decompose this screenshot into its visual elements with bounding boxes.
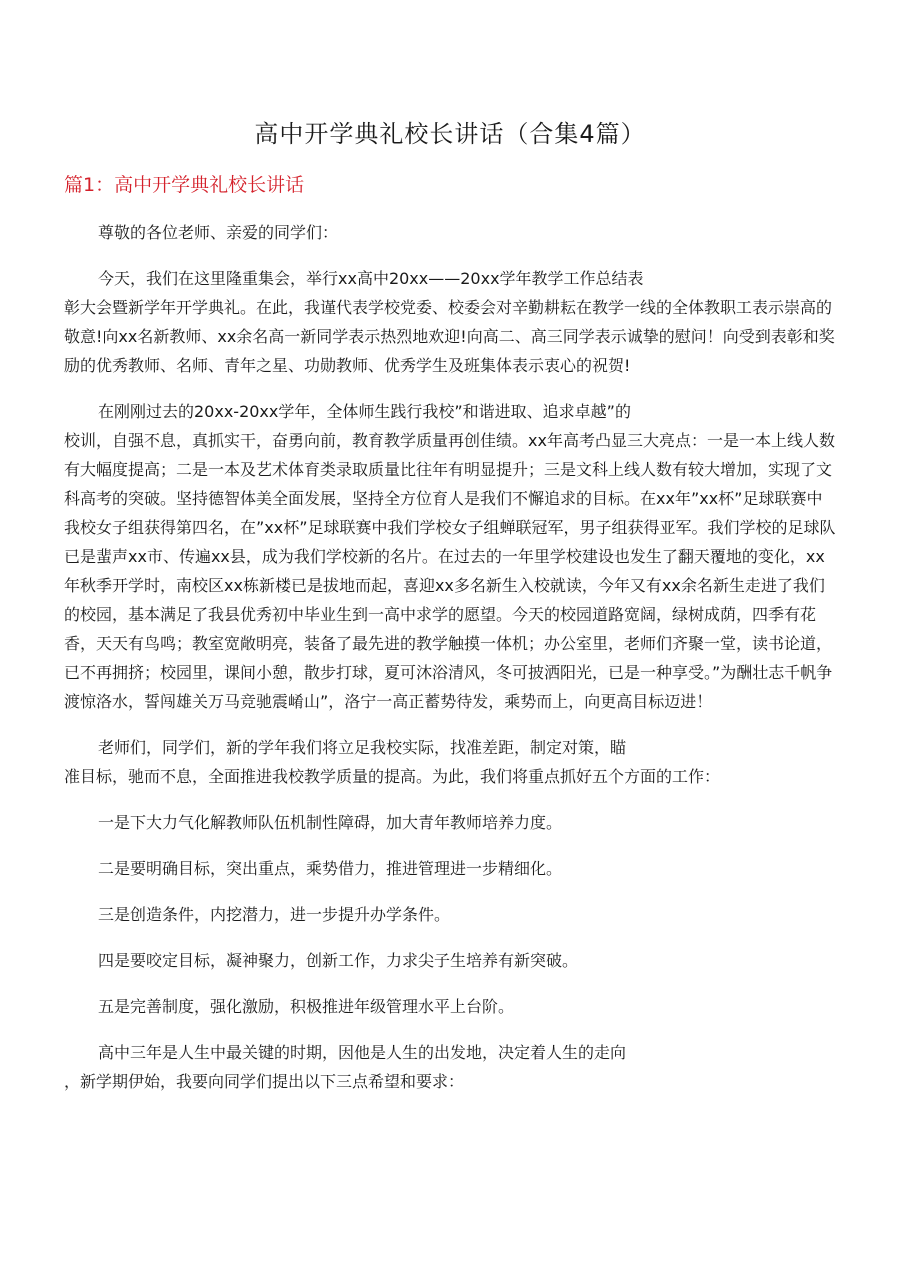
paragraph-task-2 xyxy=(64,854,836,883)
paragraph-first-line: 老师们，同学们，新的学年我们将立足我校实际，找准差距，制定对策，瞄 xyxy=(98,738,627,757)
paragraph-task-3 xyxy=(64,900,836,929)
section-heading: 篇1：高中开学典礼校长讲话 xyxy=(64,174,305,196)
document-title: 高中开学典礼校长讲话（合集4篇） xyxy=(254,120,646,148)
paragraph-first-line: 高中三年是人生中最关键的时期，因他是人生的出发地，决定着人生的走向 xyxy=(98,1043,627,1062)
paragraph-first-line: 三是创造条件，内挖潜力，进一步提升办学条件。 xyxy=(98,905,451,924)
paragraph-body: 彰大会暨新学年开学典礼。在此，我谨代表学校党委、校委会对辛勤耕耘在教学一线的全体教职工表示崇高的敬意!向xx名新教师、xx余名高一新同学表示热烈地欢迎!向高二、高三同学表示诚挚的慰问！向受到表彰和奖励的优秀教师、名师、青年之星、功勋教师、优秀学生及班集体表示衷心的祝贺! xyxy=(64,298,835,375)
paragraph-first-line: 尊敬的各位老师、亲爱的同学们： xyxy=(98,223,339,242)
paragraph-body: 校训，自强不息，真抓实干，奋勇向前，教育教学质量再创佳绩。xx年高考凸显三大亮点：一是一本上线人数有大幅度提高；二是一本及艺术体育类录取质量比往年有明显提升；三是文科上线人数有较大增加，实现了文科高考的突破。坚持德智体美全面发展，坚持全方位育人是我们不懈追求的目标。在xx年”xx杯”足球联赛中我校女子组获得第四名，在”xx杯”足球联赛中我们学校女子组蝉联冠军，男子组获得亚军。我们学校的足球队已是蜚声xx市、传遍xx县，成为我们学校新的名片。在过去的一年里学校建设也发生了翻天覆地的变化，xx年秋季开学时，南校区xx栋新楼已是拔地而起，喜迎xx多名新生入校就读，今年又有xx余名新生走进了我们的校园，基本满足了我县优秀初中毕业生到一高中求学的愿望。今天的校园道路宽阔，绿树成荫，四季有花香，天天有鸟鸣；教室宽敞明亮，装备了最先进的教学触摸一体机；办公室里，老师们齐聚一堂，读书论道，已不再拥挤；校园里，课间小憩，散步打球，夏可沐浴清风，冬可披洒阳光，已是一种享受。”为酬壮志千帆争渡惊洛水，誓闯雄关万马竞驰震崤山”，洛宁一高正蓄势待发，乘势而上，向更高目标迈进！ xyxy=(64,431,836,711)
paragraph-first-line: 一是下大力气化解教师队伍机制性障碍，加大青年教师培养力度。 xyxy=(98,813,563,832)
paragraph-greeting xyxy=(64,218,836,247)
paragraph-first-line: 今天，我们在这里隆重集会，举行xx高中20xx——20xx学年教学工作总结表 xyxy=(98,269,644,288)
paragraph-task-4 xyxy=(64,946,836,975)
paragraph-achievements xyxy=(64,397,836,716)
paragraph-task-5 xyxy=(64,992,836,1021)
paragraph-expectations xyxy=(64,1038,836,1096)
paragraph-first-line: 四是要咬定目标，凝神聚力，创新工作，力求尖子生培养有新突破。 xyxy=(98,951,579,970)
paragraph-first-line: 五是完善制度，强化激励，积极推进年级管理水平上台阶。 xyxy=(98,997,515,1016)
paragraph-task-1 xyxy=(64,808,836,837)
paragraph-body: ，新学期伊始，我要向同学们提出以下三点希望和要求： xyxy=(64,1072,465,1091)
paragraph-first-line: 在刚刚过去的20xx-20xx学年，全体师生践行我校”和谐进取、追求卓越”的 xyxy=(98,402,631,421)
paragraph-body: 准目标，驰而不息，全面推进我校教学质量的提高。为此，我们将重点抓好五个方面的工作： xyxy=(64,767,721,786)
paragraph-first-line: 二是要明确目标，突出重点，乘势借力，推进管理进一步精细化。 xyxy=(98,859,563,878)
paragraph-opening xyxy=(64,264,836,380)
paragraph-plans xyxy=(64,733,836,791)
